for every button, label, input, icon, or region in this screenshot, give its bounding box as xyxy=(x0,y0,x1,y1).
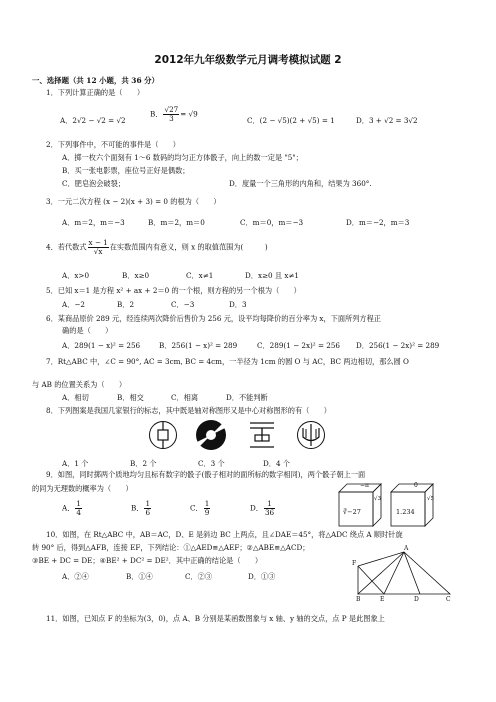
die-2 xyxy=(391,484,433,526)
q5-option-c: C．−3 xyxy=(171,300,195,309)
q2-stem: 2．下列事件中，不可能的事件是（ ） xyxy=(46,140,180,149)
q10-line3: ③BE + DC = DE；④BE² + DC² = DE²．其中正确的结论是（ ） xyxy=(32,556,263,565)
triangle-figure xyxy=(354,548,458,600)
q7-option-b: B．相交 xyxy=(117,393,144,402)
label-f: F xyxy=(352,560,357,567)
q4-option-c: C．x≠1 xyxy=(186,271,214,280)
q1-b-fraction: $\frac{√27}{3}$ xyxy=(164,105,179,123)
section-heading: 一、选择题（共 12 小题，共 36 分） xyxy=(32,76,159,85)
q8-option-d: D．4 个 xyxy=(263,459,290,468)
q1-option-a: A．2√2 − √2 = √2 xyxy=(60,116,126,125)
q8-stem: 8．下列图案是我国几家银行的标志，其中既是轴对称图形又是中心对称图形的有（ ） xyxy=(46,406,331,415)
q10-option-c: C．②③ xyxy=(185,572,213,581)
q6-option-a: A．289(1 − x)² = 256 xyxy=(62,341,141,350)
q4-fraction: $\frac{x - 1}{√x}$ xyxy=(88,238,108,256)
q8-option-a: A．1 个 xyxy=(62,459,89,468)
q4-option-b: B．x≥0 xyxy=(122,271,150,280)
q7-option-c: C．相离 xyxy=(171,393,199,402)
label-a: A xyxy=(404,545,409,552)
q4-option-d: D．x≥0 且 x≠1 xyxy=(245,271,300,280)
bank-logo-4 xyxy=(296,420,326,450)
q5-option-a: A．−2 xyxy=(62,300,85,309)
q5-stem: 5．已知 x＝1 是方程 x² + ax + 2＝0 的一个根，则方程的另一个根为（ ） xyxy=(46,286,301,295)
die-1 xyxy=(339,484,381,526)
q1-option-c: C．(2 − √5)(2 + √5) = 1 xyxy=(247,116,335,125)
die1-side-value: √3 xyxy=(374,496,382,502)
q2-option-d: D．度量一个三角形的内角和，结果为 360°. xyxy=(229,179,372,188)
q1-option-b: B． $\frac{√27}{3}$ = √9 xyxy=(150,105,198,123)
bank-logo-3 xyxy=(247,420,277,450)
q9-stem: 9．如图，同时掷两个质地均匀且标有数字的骰子(骰子相对的面所标的数字相同)，两个骰子朝上一面 xyxy=(46,470,366,479)
q10-line2: 转 90° 后，得到△AFB，连接 EF，下列结论：①△AED≌△AEF；②△ABE≌△ACD； xyxy=(32,543,310,552)
q9-option-c: C． $\frac{1}{9}$ xyxy=(190,499,210,517)
die2-front-value: 1.234 xyxy=(396,508,415,516)
q10-option-a: A．②④ xyxy=(62,572,89,581)
q4-stem: 4．若代数式 $\frac{x - 1}{√x}$ 在实数范围内有意义，则 x 的取值范围为( ) xyxy=(46,238,268,256)
q7-stem-cont: 与 AB 的位置关系为（ ） xyxy=(32,380,127,389)
bank-logo-2 xyxy=(195,419,227,451)
q2-option-a: A．掷一枚六个面刻有 1～6 数码的均匀正方体骰子，向上的数一定是 "5"； xyxy=(62,153,303,162)
label-c: C xyxy=(446,596,451,603)
q11-stem: 11．如图，已知点 F 的坐标为(3，0)，点 A、B 分别是某函数图象与 x 轴、y 轴的交点，点 P 是此图象上 xyxy=(46,614,385,623)
q6-option-c: C．289(1 − 2x)² = 256 xyxy=(257,341,340,350)
q6-option-b: B．256(1 − x)² = 289 xyxy=(159,341,238,350)
q3-option-c: C．m＝0，m＝−3 xyxy=(240,218,304,227)
q6-stem: 6．某商品原价 289 元，经连续两次降价后售价为 256 元，设平均每降价的百分率为 x，下面所列方程正 xyxy=(46,314,381,323)
q8-option-b: B．2 个 xyxy=(130,459,157,468)
die2-side-value: √5 xyxy=(427,496,435,502)
q6-stem-cont: 确的是（ ） xyxy=(62,326,113,335)
q3-option-d: D．m＝−2，m＝3 xyxy=(346,218,410,227)
page-title: 2012年九年级数学元月调考模拟试题 2 xyxy=(154,54,342,66)
q3-stem: 3．一元二次方程 (x − 2)(x + 3) = 0 的根为（ ） xyxy=(46,197,221,206)
label-e: E xyxy=(380,596,385,603)
q5-option-b: B．2 xyxy=(117,300,135,309)
q1-stem: 1．下列计算正确的是（ ） xyxy=(46,88,145,97)
label-b: B xyxy=(356,596,361,603)
q4-option-a: A．x>0 xyxy=(62,271,90,280)
die1-front-value: ∛−27 xyxy=(343,508,361,516)
q2-option-c: C．肥皂泡会破裂； xyxy=(62,179,126,188)
q9-stem-cont: 的同为无理数的概率为（ ） xyxy=(32,484,133,493)
label-d: D xyxy=(414,596,419,603)
q8-option-c: C．3 个 xyxy=(198,459,225,468)
q6-option-d: D．256(1 − 2x)² = 289 xyxy=(356,341,440,350)
q5-option-d: D．3 xyxy=(229,300,247,309)
q9-option-b: B． $\frac{1}{6}$ xyxy=(131,499,151,517)
q7-stem: 7．Rt△ABC 中，∠C = 90°, AC = 3cm, BC = 4cm，一半径为 1cm 的圆 O 与 AC，BC 两边相切，那么圆 O xyxy=(46,357,409,366)
q10-option-b: B．①④ xyxy=(126,572,153,581)
q9-option-d: D． $\frac{1}{36}$ xyxy=(250,499,275,517)
dice-figure xyxy=(336,482,442,530)
bank-logo-1 xyxy=(148,420,178,450)
q10-line1: 10．如图，在 Rt△ABC 中，AB＝AC，D、E 是斜边 BC 上两点，且∠DAE＝45°，将△ADC 绕点 A 顺时针旋 xyxy=(46,530,403,539)
q9-option-a: A． $\frac{1}{4}$ xyxy=(62,499,81,517)
die1-top-value: −π xyxy=(360,482,369,489)
q10-option-d: D．①③ xyxy=(248,572,276,581)
q2-option-b: B．买一张电影票，座位号正好是偶数； xyxy=(62,166,190,175)
q7-option-d: D．不能判断 xyxy=(226,393,268,402)
q3-option-a: A．m＝2，m＝−3 xyxy=(62,218,125,227)
q7-option-a: A．相切 xyxy=(62,393,89,402)
q3-option-b: B．m＝2，m＝0 xyxy=(148,218,205,227)
q1-option-d: D．3 + √2 = 3√2 xyxy=(356,116,418,125)
die2-top-value: 0 xyxy=(414,482,418,489)
